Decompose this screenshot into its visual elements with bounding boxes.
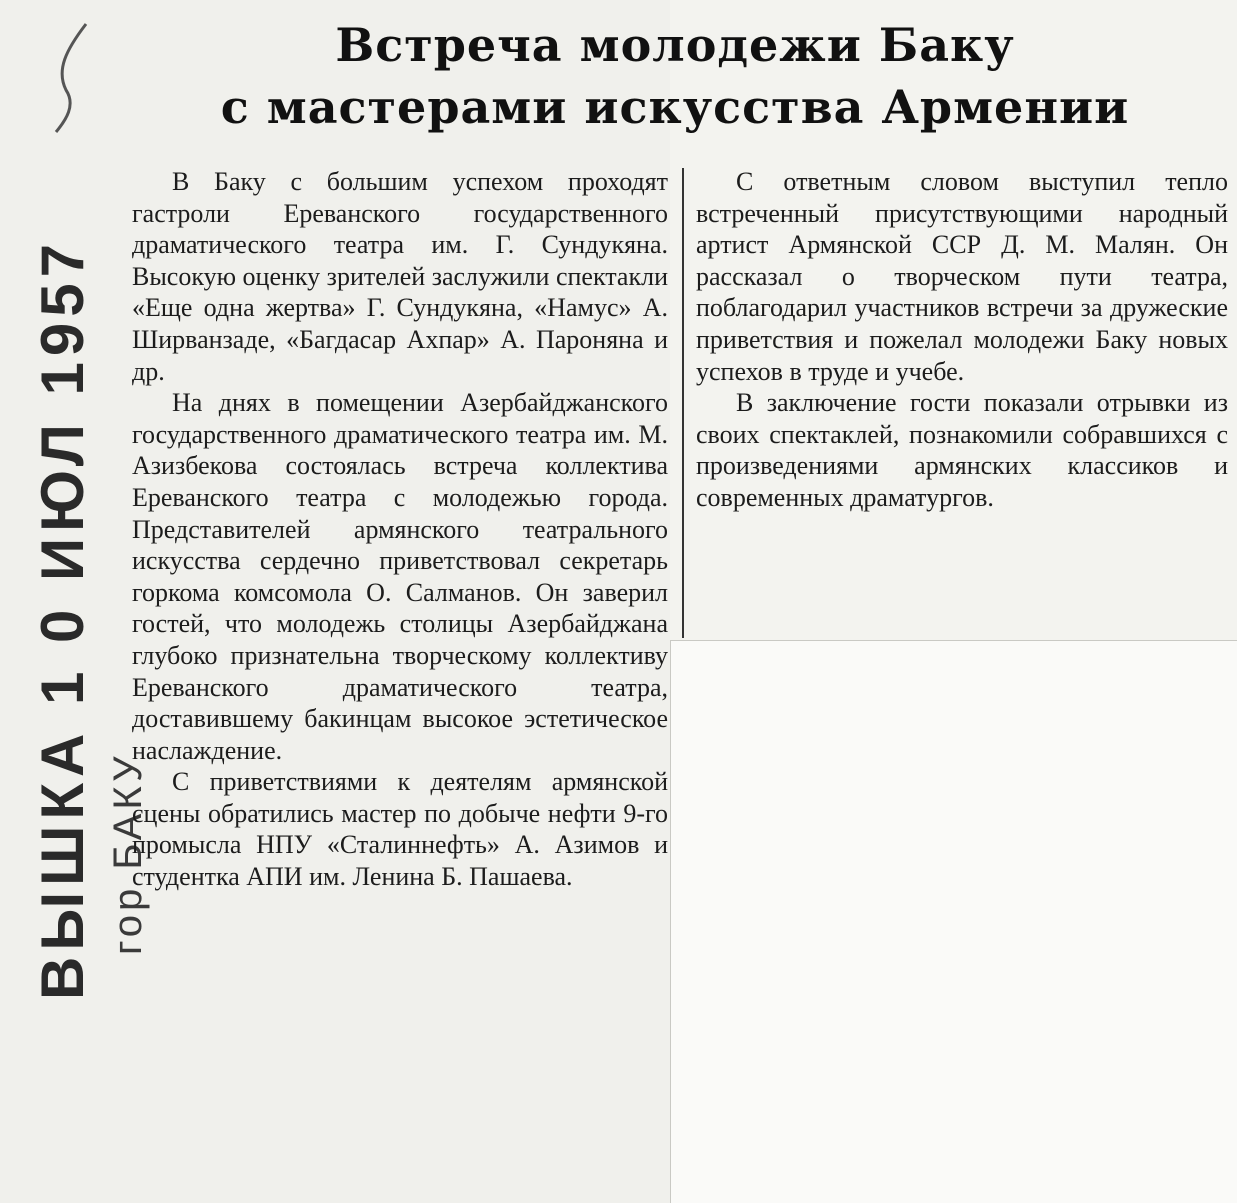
article-column-right [696,166,1228,514]
headline-line-1: Встреча молодежи Баку [335,18,1015,72]
article-column-left [132,166,668,893]
paragraph: С ответным словом выступил тепло встреченный присутствующими народный артист Армянской ССР Д. М. Малян. Он рассказал о творческом пути театра, поблагодарил участников встречи за дружеские приветствия и пожелал молодежи Баку новых успехов в труде и учебе. [696,167,1228,386]
paragraph: В заключение гости показали отрывки из своих спектаклей, познакомили собравшихся с произведениями армянских классиков и современных драматургов. [696,388,1228,512]
paragraph: С приветствиями к деятелям армянской сцены обратились мастер по добыче нефти 9-го промысла НПУ «Сталиннефть» А. Азимов и студентка АПИ им. Ленина Б. Пашаева. [132,767,668,892]
paragraph: В Баку с большим успехом проходят гастроли Ереванского государственного драматического театра им. Г. Сундукяна. Высокую оценку зрителей заслужили спектакли «Еще одна жертва» Г. Сундукяна, «Намус» А. Ширванзаде, «Багдасар Ахпар» А. Пароняна и др. [132,167,668,386]
city-stamp: гор БАКУ [106,752,150,955]
newspaper-date-stamp: ВЫШКА 1 0 ИЮЛ 1957 [29,237,96,1000]
paragraph: На днях в помещении Азербайджанского государственного драматического театра им. М. Азизбекова состоялась встреча коллектива Ереванского театра с молодежью города. Представителей армянского театрального искусства сердечно приветствовал секретарь горкома комсомола О. Салманов. Он заверил гостей, что молодежь столицы Азербайджана глубоко признательна творческому коллективу Ереванского драматического театра, доставившему бакинцам высокое эстетическое наслаждение. [132,388,668,765]
article-headline [120,14,1230,138]
pencil-check-mark [36,20,96,140]
column-divider [682,168,684,638]
blank-backing-area [670,640,1237,1203]
headline-line-2: с мастерами искусства Армении [220,80,1130,134]
